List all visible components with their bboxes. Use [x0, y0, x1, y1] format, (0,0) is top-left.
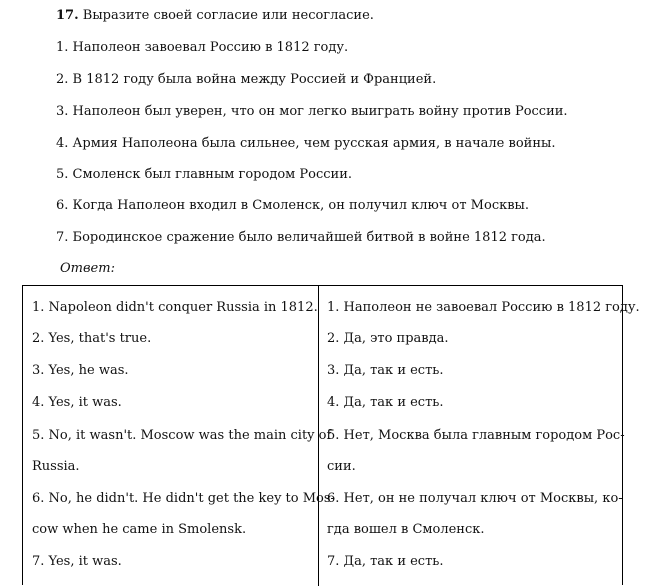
answer-ru-line-5: 5. Нет, Москва была главным городом Рос- — [327, 428, 625, 443]
answer-en-line-4: 4. Yes, it was. — [32, 395, 122, 410]
answer-ru-line-4: 4. Да, так и есть. — [327, 395, 444, 410]
answer-label: Ответ: — [60, 261, 115, 276]
exercise-title — [56, 6, 374, 26]
answer-en-line-6: Russia. — [32, 459, 80, 474]
answer-ru-line-8: гда вошел в Смоленск. — [327, 522, 485, 537]
statement-3: 3. Наполеон был уверен, что он мог легко выиграть войну против России. — [56, 104, 568, 119]
statement-4: 4. Армия Наполеона была сильнее, чем русская армия, в начале войны. — [56, 136, 556, 151]
answer-ru-line-2: 2. Да, это правда. — [327, 331, 449, 346]
answer-ru-line-1: 1. Наполеон не завоевал Россию в 1812 году. — [327, 300, 640, 315]
answer-en-line-7: 6. No, he didn't. He didn't get the key to Mos- — [32, 491, 335, 506]
answer-ru-line-6: сии. — [327, 459, 356, 474]
statement-2: 2. В 1812 году была война между Россией и Францией. — [56, 72, 437, 87]
answer-ru-line-9: 7. Да, так и есть. — [327, 554, 444, 569]
answer-en-line-2: 2. Yes, that's true. — [32, 331, 152, 346]
answer-table — [22, 285, 640, 585]
answer-en-line-5: 5. No, it wasn't. Moscow was the main city of — [32, 428, 332, 443]
answer-en-line-9: 7. Yes, it was. — [32, 554, 122, 569]
statement-6: 6. Когда Наполеон входил в Смоленск, он получил ключ от Москвы. — [56, 198, 530, 213]
statement-1: 1. Наполеон завоевал Россию в 1812 году. — [56, 40, 349, 55]
answer-en-line-8: cow when he came in Smolensk. — [32, 522, 247, 537]
exercise-number: 17. — [56, 8, 79, 23]
answer-en-line-1: 1. Napoleon didn't conquer Russia in 1812. — [32, 300, 318, 315]
answer-ru-line-7: 6. Нет, он не получал ключ от Москвы, ко- — [327, 491, 623, 506]
answer-ru-line-3: 3. Да, так и есть. — [327, 363, 444, 378]
statement-5: 5. Смоленск был главным городом России. — [56, 167, 352, 182]
statement-7: 7. Бородинское сражение было величайшей битвой в войне 1812 года. — [56, 230, 546, 245]
exercise-instruction: Выразите своей согласие или несогласие. — [82, 8, 374, 23]
answer-en-line-3: 3. Yes, he was. — [32, 363, 129, 378]
